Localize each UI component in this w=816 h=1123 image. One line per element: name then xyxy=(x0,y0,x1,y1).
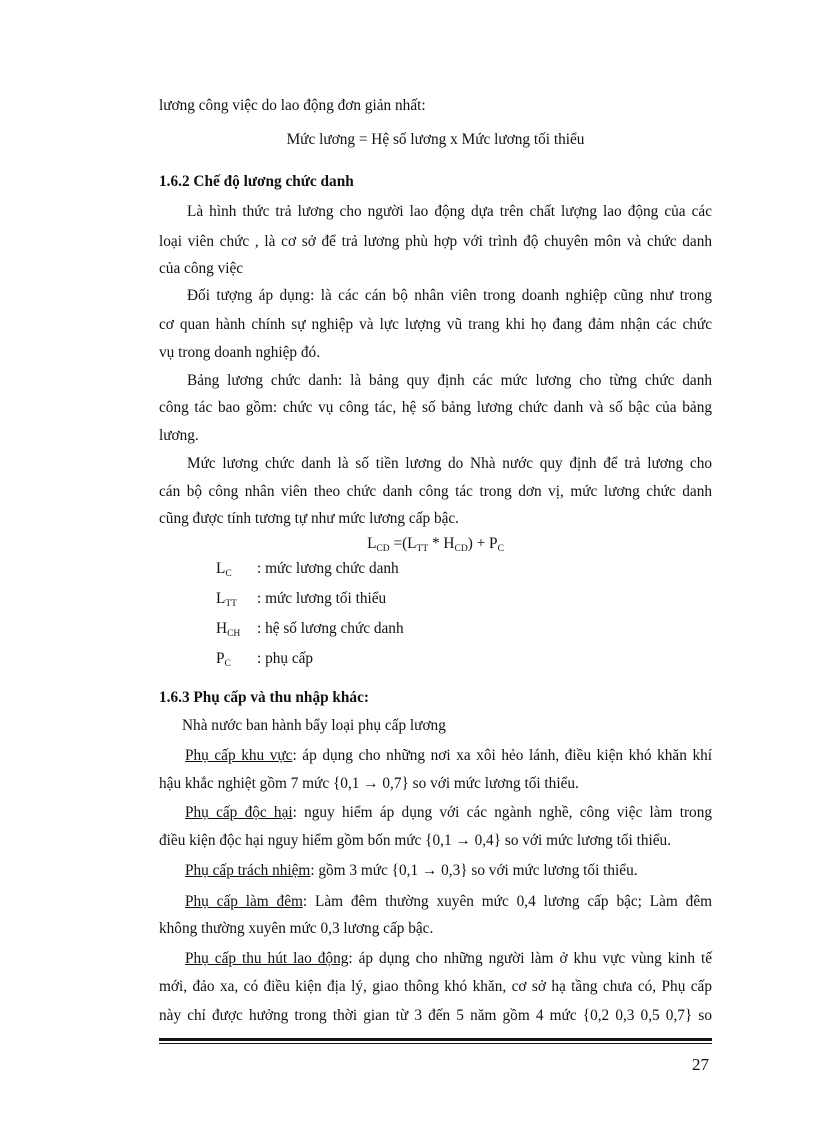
variable-symbol: $H_{CH}$ xyxy=(216,620,241,639)
allowance-responsibility xyxy=(185,861,638,880)
paragraph-line: Nhà nước ban hành bẩy loại phụ cấp lương xyxy=(182,717,446,734)
variable-row xyxy=(216,589,386,608)
eq-sub: CD xyxy=(376,544,390,554)
variable-symbol: $L_{TT}$ xyxy=(216,590,237,609)
paragraph-line: công tác bao gồm: chức vụ công tác, hệ số bảng lương chức danh và số bậc của bảng xyxy=(159,399,712,416)
variable-desc: : mức lương chức danh xyxy=(257,560,399,577)
allowance-term: Phụ cấp độc hại xyxy=(185,804,293,821)
page-number: 27 xyxy=(692,1055,709,1074)
eq-part: L xyxy=(367,535,377,552)
allowance-text: : Làm đêm thường xuyên mức 0,4 lương cấp bậc; Làm đêm xyxy=(302,893,713,910)
variable-row xyxy=(216,649,313,668)
footer-rule xyxy=(159,1038,712,1041)
paragraph-line: Là hình thức trả lương cho người lao động dựa trên chất lượng lao động của các xyxy=(187,203,712,220)
paragraph-line: loại viên chức , là cơ sở để trả lương phù hợp với trình độ chuyên môn và chức danh xyxy=(159,233,712,250)
paragraph-line: điều kiện độc hại nguy hiểm gồm bốn mức {0,1 → 0,4} so với mức lương tối thiểu. xyxy=(159,832,672,849)
paragraph-line: hậu khắc nghiệt gồm 7 mức {0,1 → 0,7} so với mức lương tối thiểu. xyxy=(159,775,579,792)
paragraph-line: mới, đảo xa, có điều kiện địa lý, giao thông khó khăn, cơ sở hạ tầng chưa có, Phụ cấp xyxy=(159,978,712,995)
salary-formula: Mức lương = Hệ số lương x Mức lương tối thiểu xyxy=(286,131,585,148)
eq-sub: TT xyxy=(416,544,429,554)
allowance-regional xyxy=(185,746,712,765)
paragraph-line: vụ trong doanh nghiệp đó. xyxy=(159,344,321,361)
eq-part: ) + P xyxy=(467,535,498,552)
paragraph-line: của công việc xyxy=(159,260,244,277)
paragraph-line: này chỉ được hưởng trong thời gian từ 3 đến 5 năm gồm 4 mức {0,2 0,3 0,5 0,7} so xyxy=(159,1007,712,1024)
paragraph-line: cơ quan hành chính sự nghiệp và lực lượng vũ trang khi họ đang đảm nhận các chức xyxy=(159,316,712,333)
allowance-text: : áp dụng cho những người làm ở khu vực vùng kinh tế xyxy=(348,950,712,967)
title-salary-equation xyxy=(159,534,712,553)
footer-rule-thin xyxy=(159,1043,712,1044)
allowance-term: Phụ cấp làm đêm xyxy=(185,893,303,910)
eq-sub: C xyxy=(497,544,504,554)
variable-desc: : hệ số lương chức danh xyxy=(257,620,404,637)
paragraph-line: Mức lương chức danh là số tiền lương do Nhà nước quy định để trả lương cho xyxy=(187,455,712,472)
paragraph-line: cũng được tính tương tự như mức lương cấp bậc. xyxy=(159,510,460,527)
variable-desc: : mức lương tối thiểu xyxy=(257,590,387,607)
allowance-hazard xyxy=(185,803,712,822)
heading-1-6-2: 1.6.2 Chế độ lương chức danh xyxy=(159,173,354,190)
variable-symbol: $L_C$ xyxy=(216,560,232,579)
allowance-text: : áp dụng cho những nơi xa xôi hẻo lánh, điều kiện khó khăn khí xyxy=(292,747,712,764)
variable-row xyxy=(216,559,399,578)
paragraph-line: Đối tượng áp dụng: là các cán bộ nhân viên trong doanh nghiệp cũng như trong xyxy=(187,287,712,304)
allowance-night xyxy=(185,892,712,911)
paragraph-line: lương. xyxy=(159,427,199,444)
allowance-term: Phụ cấp khu vực xyxy=(185,747,293,764)
paragraph-line: không thường xuyên mức 0,3 lương cấp bậc. xyxy=(159,920,434,937)
variable-symbol: $P_C$ xyxy=(216,650,231,669)
variable-row xyxy=(216,619,404,638)
allowance-term: Phụ cấp trách nhiệm xyxy=(185,862,311,879)
paragraph-line: cán bộ công nhân viên theo chức danh công tác trong dơn vị, mức lương chức danh xyxy=(159,483,712,500)
allowance-attraction xyxy=(185,949,712,968)
eq-part: =(L xyxy=(389,535,417,552)
allowance-term: Phụ cấp thu hút lao động xyxy=(185,950,349,967)
allowance-text: : nguy hiểm áp dụng với các ngành nghề, công việc làm trong xyxy=(292,804,712,821)
variable-desc: : phụ cấp xyxy=(257,650,314,667)
allowance-text: : gồm 3 mức {0,1 → 0,3} so với mức lương tối thiểu. xyxy=(310,862,638,879)
heading-1-6-3: 1.6.3 Phụ cấp và thu nhập khác: xyxy=(159,689,369,706)
intro-line: lương công việc do lao động đơn giản nhất: xyxy=(159,97,426,114)
eq-part: * H xyxy=(428,535,455,552)
paragraph-line: Bảng lương chức danh: là bảng quy định các mức lương cho từng chức danh xyxy=(187,372,712,389)
eq-sub: CD xyxy=(454,544,468,554)
